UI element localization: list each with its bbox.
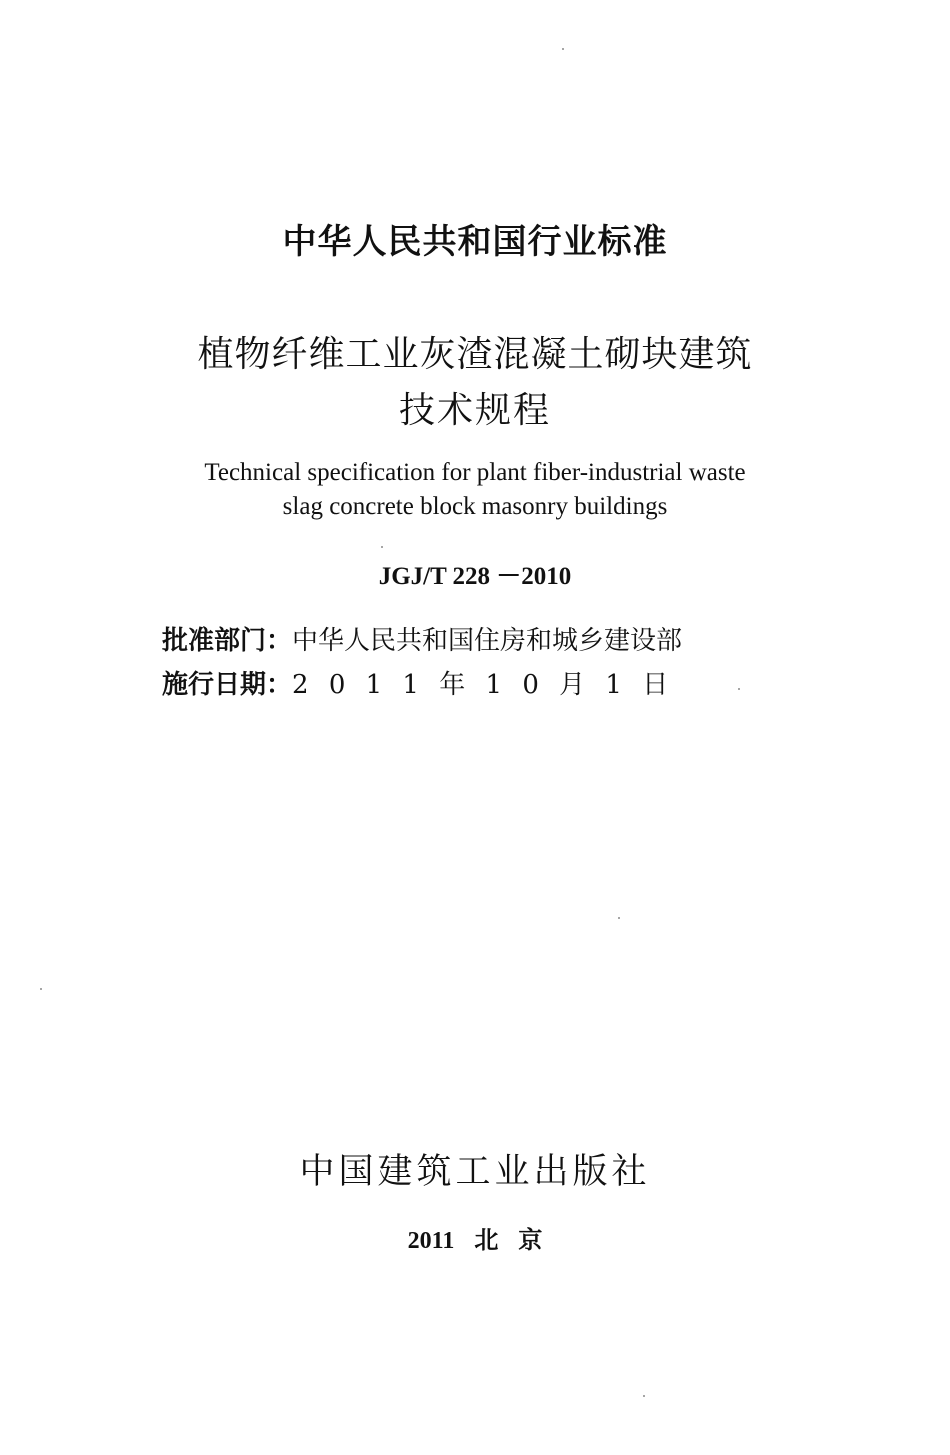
- chinese-title-line-1: 植物纤维工业灰渣混凝土砌块建筑: [197, 334, 753, 375]
- publisher: 中国建筑工业出版社: [299, 1152, 651, 1192]
- effective-date: [162, 664, 671, 701]
- scan-speck: [618, 917, 620, 919]
- scan-speck: [643, 1395, 645, 1397]
- english-title-line-1: Technical specification for plant fiber-industrial waste: [204, 459, 746, 486]
- approval-label: 批准部门：: [162, 626, 293, 656]
- scan-speck: [562, 48, 564, 50]
- effective-date-value: 2 0 1 1 年 1 0 月 1 日: [292, 670, 672, 700]
- place-year: 2011 北 京: [407, 1228, 543, 1254]
- scan-speck: [738, 688, 740, 690]
- approval-department: [162, 620, 682, 657]
- scan-speck: [40, 988, 42, 990]
- english-title-line-2: slag concrete block masonry buildings: [282, 493, 668, 520]
- standard-code: JGJ/T 228 －2010: [378, 563, 572, 590]
- series-title: 中华人民共和国行业标准: [282, 222, 668, 262]
- scan-speck: [381, 546, 383, 548]
- chinese-title-line-2: 技术规程: [398, 390, 551, 431]
- approval-value: 中华人民共和国住房和城乡建设部: [292, 626, 683, 656]
- effective-date-label: 施行日期：: [162, 670, 293, 700]
